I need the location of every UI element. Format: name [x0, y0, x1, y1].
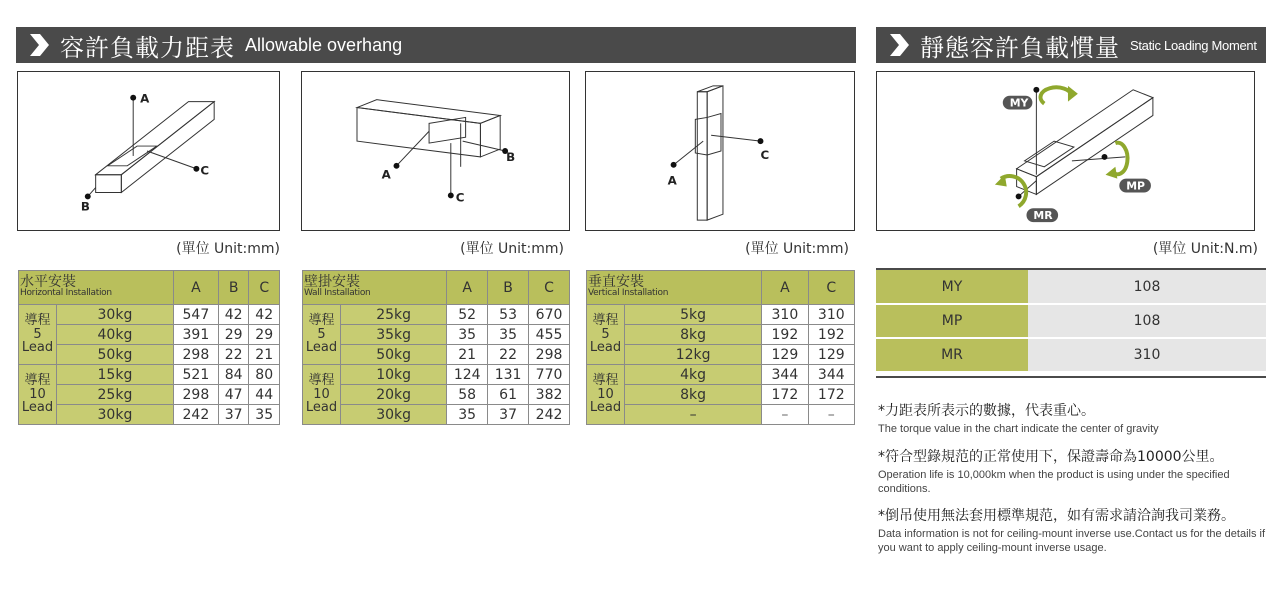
column-header-b: B	[488, 271, 529, 305]
column-header-a: A	[447, 271, 488, 305]
wall-table	[302, 270, 570, 425]
header-title-cn: 容許負載力距表	[60, 33, 235, 62]
unit-label: (單位 Unit:N.m)	[1152, 241, 1258, 257]
unit-label: (單位 Unit:mm)	[176, 241, 280, 257]
column-header-c: C	[249, 271, 280, 305]
note-cn: *力距表所表示的數據，代表重心。	[878, 403, 1095, 419]
label-my: MY	[1009, 96, 1029, 110]
chevron-right-icon	[888, 32, 910, 58]
lead-10-label: 導程 10 Lead	[587, 365, 625, 425]
table-row: 8kg 172 172	[587, 385, 855, 405]
table-row: 20kg 58 61 382	[303, 385, 570, 405]
table-row: 12kg 129 129	[587, 345, 855, 365]
header-title-cn: 靜態容許負載慣量	[920, 33, 1120, 62]
lead-10-label: 導程 10 Lead	[303, 365, 341, 425]
table-row: 導程 5 Lead 5kg 310 310	[587, 305, 855, 325]
vertical-diagram	[585, 71, 855, 231]
column-header-a: A	[173, 271, 218, 305]
lead-5-label: 導程 5 Lead	[303, 305, 341, 365]
header-title-en: Allowable overhang	[245, 34, 403, 55]
table-row: 導程 10 Lead 15kg 521 84 80	[19, 365, 280, 385]
horizontal-table	[18, 270, 280, 425]
lead-5-label: 導程 5 Lead	[19, 305, 57, 365]
column-header-a: A	[762, 271, 808, 305]
table-label: 垂直安裝 Vertical Installation	[587, 271, 762, 305]
lead-5-label: 導程 5 Lead	[587, 305, 625, 365]
horizontal-diagram	[17, 71, 280, 231]
column-header-b: B	[218, 271, 249, 305]
note-cn: *倒吊使用無法套用標準規范，如有需求請洽詢我司業務。	[878, 508, 1235, 525]
label-a: A	[140, 91, 150, 106]
table-row: 50kg 298 22 21	[19, 345, 280, 365]
table-row: 8kg 192 192	[587, 325, 855, 345]
unit-label: (單位 Unit:mm)	[745, 241, 849, 257]
lead-10-label: 導程 10 Lead	[19, 365, 57, 425]
label-a: A	[667, 173, 677, 188]
divider	[876, 376, 1266, 378]
vertical-table	[586, 270, 855, 425]
horizontal-installation-diagram	[18, 72, 279, 230]
table-row: 25kg 298 47 44	[19, 385, 280, 405]
table-row: MY 108	[876, 270, 1266, 304]
static-moment-diagram	[877, 72, 1254, 230]
label-a: A	[381, 167, 391, 182]
label-c: C	[200, 163, 210, 178]
chevron-right-icon	[28, 32, 50, 58]
table-row: MR 310	[876, 338, 1266, 372]
label-mr: MR	[1033, 209, 1053, 223]
table-row: 30kg 35 37 242	[303, 405, 570, 425]
static-loading-moment-header	[876, 27, 1266, 63]
table-row: MP 108	[876, 304, 1266, 338]
label-mp: MP	[1126, 179, 1145, 193]
note-en: Operation life is 10,000km when the product is using under the specified conditions.	[878, 468, 1230, 495]
label-c: C	[760, 147, 770, 162]
column-header-c: C	[808, 271, 854, 305]
table-row: 40kg 391 29 29	[19, 325, 280, 345]
label-b: B	[80, 199, 90, 214]
wall-diagram	[301, 71, 570, 231]
unit-label: (單位 Unit:mm)	[460, 241, 564, 257]
table-row: 30kg 242 37 35	[19, 405, 280, 425]
label-c: C	[455, 190, 465, 205]
table-row: 導程 5 Lead 30kg 547 42 42	[19, 305, 280, 325]
table-row: 導程 10 Lead 4kg 344 344	[587, 365, 855, 385]
column-header-c: C	[529, 271, 570, 305]
wall-installation-diagram	[302, 72, 569, 230]
table-row: – – –	[587, 405, 855, 425]
header-title-en: Static Loading Moment	[1130, 37, 1257, 53]
notes-section	[878, 394, 1273, 556]
note-cn: *符合型錄規范的正常使用下，保證壽命為10000公里。	[878, 448, 1224, 465]
table-row: 50kg 21 22 298	[303, 345, 570, 365]
allowable-overhang-header	[16, 27, 856, 63]
note-en: The torque value in the chart indicate the center of gravity	[878, 423, 1159, 435]
note-en: Data information is not for ceiling-mount inverse use.Contact us for the details if you want to apply ceiling-mount inverse usage.	[878, 528, 1266, 554]
moment-table	[876, 270, 1266, 373]
table-row: 35kg 35 35 455	[303, 325, 570, 345]
label-b: B	[506, 149, 516, 164]
table-row: 導程 10 Lead 10kg 124 131 770	[303, 365, 570, 385]
vertical-installation-diagram	[586, 72, 854, 230]
table-row: 導程 5 Lead 25kg 52 53 670	[303, 305, 570, 325]
table-label: 水平安裝 Horizontal Installation	[19, 271, 174, 305]
table-label: 壁掛安裝 Wall Installation	[303, 271, 447, 305]
moment-diagram	[876, 71, 1255, 231]
